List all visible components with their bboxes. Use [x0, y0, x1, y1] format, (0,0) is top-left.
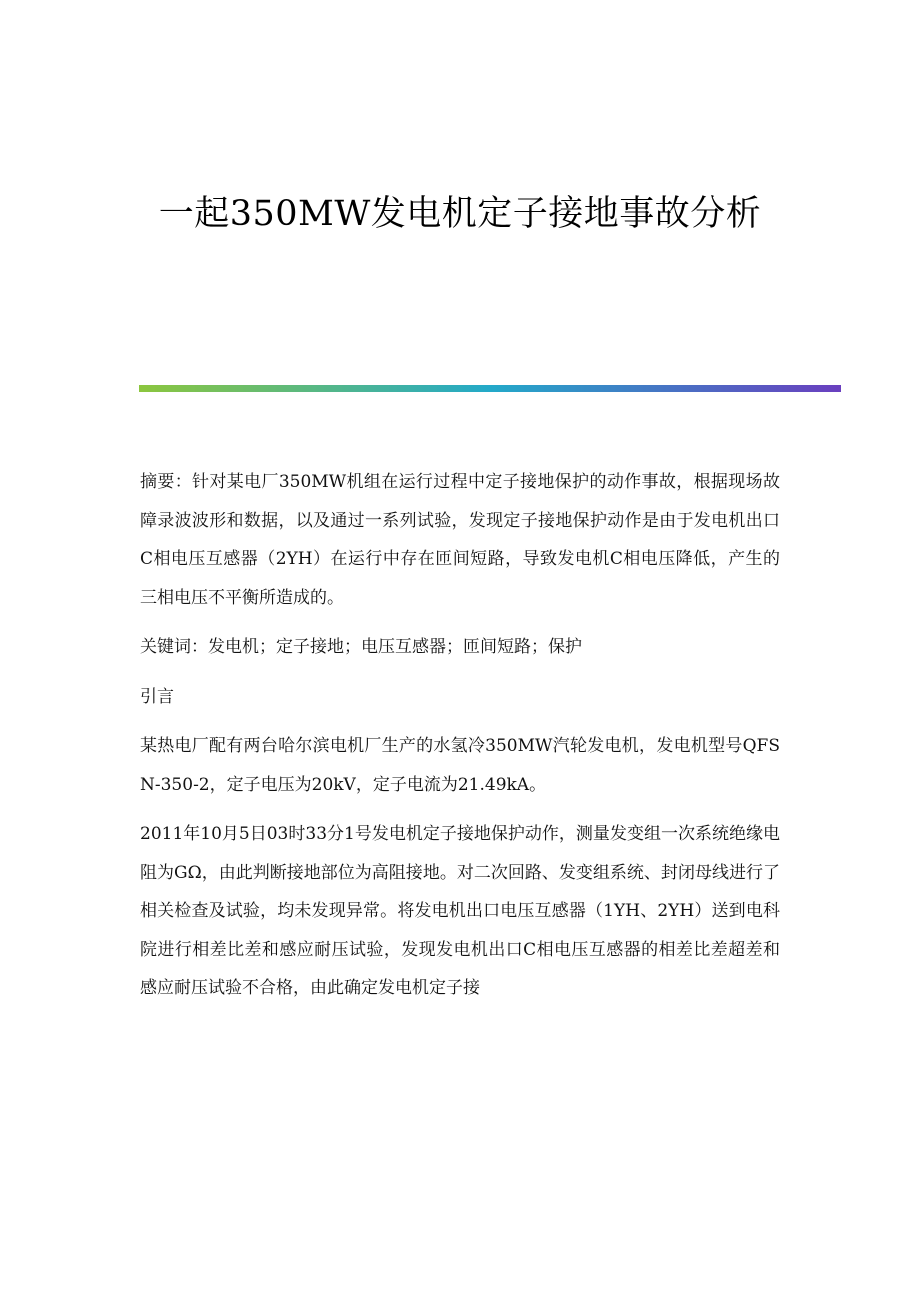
intro-heading: 引言	[140, 686, 174, 707]
title-divider	[139, 385, 841, 392]
body-paragraph-2: 2011年10月5日03时33分1号发电机定子接地保护动作，测量发变组一次系统绝缘电阻为GΩ，由此判断接地部位为高阻接地。对二次回路、发变组系统、封闭母线进行了相关检查及试验，均未发现异常。将发电机出口电压互感器（1YH、2YH）送到电科院进行相差比差和感应耐压试验，发现发电机出口C相电压互感器的相差比差超差和感应耐压试验不合格，由此确定发电机定子接	[140, 824, 780, 998]
abstract-paragraph: 摘要：针对某电厂350MW机组在运行过程中定子接地保护的动作事故，根据现场故障录波波形和数据，以及通过一系列试验，发现定子接地保护动作是由于发电机出口C相电压互感器（2YH）在运行中存在匝间短路，导致发电机C相电压降低，产生的三相电压不平衡所造成的。	[140, 472, 780, 608]
keywords-paragraph: 关键词：发电机；定子接地；电压互感器；匝间短路；保护	[140, 637, 582, 657]
document-title: 一起350MW发电机定子接地事故分析	[158, 194, 762, 234]
document-body	[140, 463, 780, 1019]
body-paragraph-1: 某热电厂配有两台哈尔滨电机厂生产的水氢冷350MW汽轮发电机，发电机型号QFSN-350-2，定子电压为20kV，定子电流为21.49kA。	[140, 736, 780, 795]
